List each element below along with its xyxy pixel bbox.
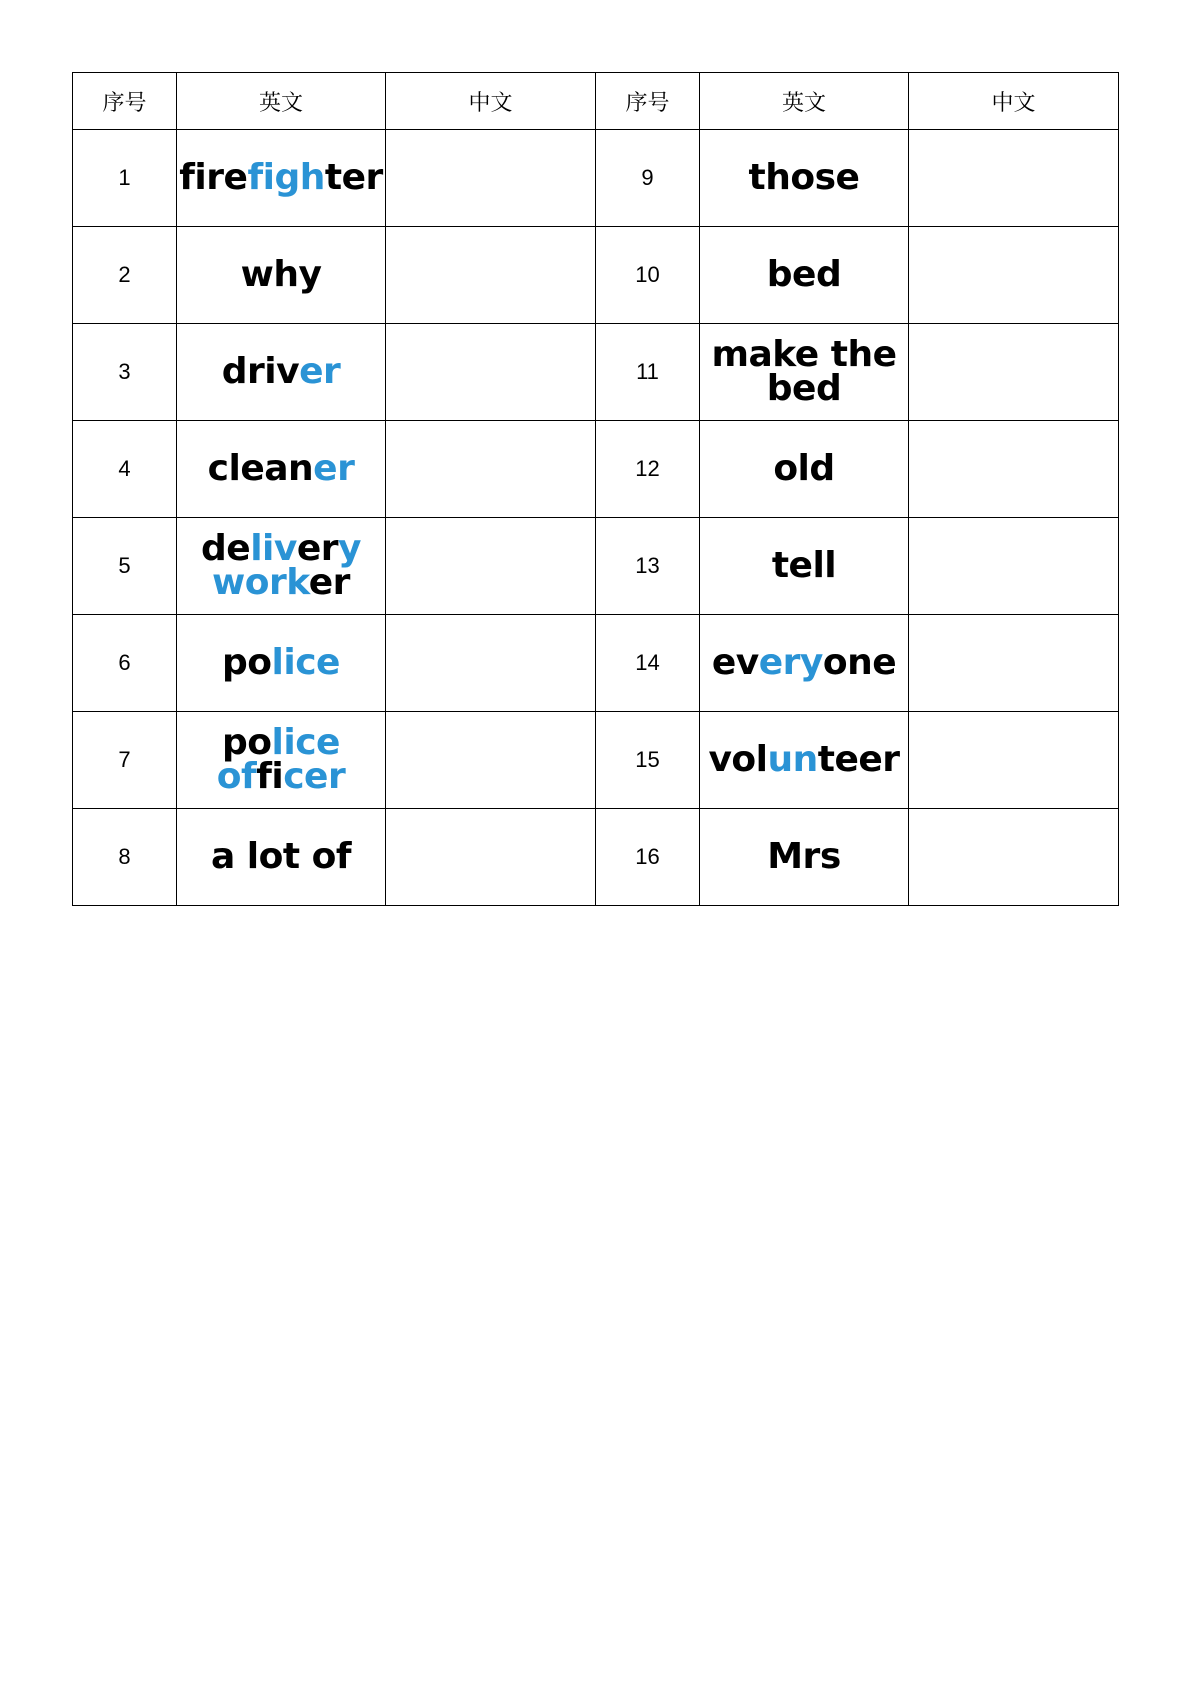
english-word (700, 712, 909, 809)
table-row (73, 518, 1119, 615)
word-segment: tell (771, 545, 837, 586)
word-segment: po (222, 722, 272, 763)
word-segment: er (341, 157, 383, 198)
word-segment: a lot of (210, 836, 352, 877)
chinese-answer-cell[interactable] (386, 809, 596, 906)
vocabulary-worksheet (72, 72, 1118, 906)
chinese-answer-cell[interactable] (909, 615, 1119, 712)
word-segment: y (338, 528, 361, 569)
table-row (73, 615, 1119, 712)
chinese-answer-cell[interactable] (386, 227, 596, 324)
word-segment: er (308, 562, 350, 603)
word-segment: er (313, 448, 355, 489)
header-right-english: 英文 (700, 73, 909, 130)
chinese-answer-cell[interactable] (386, 712, 596, 809)
english-word (177, 421, 386, 518)
word-segment: teer (817, 739, 900, 780)
word-segment: make the bed (711, 334, 897, 409)
word-segment: cer (283, 756, 346, 797)
item-number: 2 (73, 227, 177, 324)
english-word (700, 227, 909, 324)
table-row (73, 712, 1119, 809)
word-segment: those (748, 157, 860, 198)
chinese-answer-cell[interactable] (386, 421, 596, 518)
english-word (177, 130, 386, 227)
item-number: 3 (73, 324, 177, 421)
word-segment: t (324, 157, 342, 198)
chinese-answer-cell[interactable] (909, 518, 1119, 615)
table-header (73, 73, 1119, 130)
header-row (73, 73, 1119, 130)
item-number: 8 (73, 809, 177, 906)
word-segment: figh (247, 157, 325, 198)
item-number: 10 (596, 227, 700, 324)
item-number: 6 (73, 615, 177, 712)
word-segment: liv (250, 528, 297, 569)
word-segment: driv (221, 351, 300, 392)
vocabulary-table (72, 72, 1119, 906)
item-number: 16 (596, 809, 700, 906)
chinese-answer-cell[interactable] (909, 227, 1119, 324)
item-number: 9 (596, 130, 700, 227)
table-row (73, 809, 1119, 906)
english-word (700, 615, 909, 712)
chinese-answer-cell[interactable] (909, 130, 1119, 227)
english-word (177, 227, 386, 324)
header-right-chinese: 中文 (909, 73, 1119, 130)
chinese-answer-cell[interactable] (386, 615, 596, 712)
english-word (700, 809, 909, 906)
english-word (177, 712, 386, 809)
chinese-answer-cell[interactable] (386, 130, 596, 227)
english-word (177, 324, 386, 421)
table-row (73, 227, 1119, 324)
chinese-answer-cell[interactable] (909, 712, 1119, 809)
word-segment: old (773, 448, 835, 489)
word-segment: vol (708, 739, 768, 780)
english-word (700, 324, 909, 421)
english-word (177, 518, 386, 615)
word-segment: Mrs (767, 836, 841, 877)
english-word (700, 130, 909, 227)
item-number: 1 (73, 130, 177, 227)
header-left-chinese: 中文 (386, 73, 596, 130)
word-segment: po (222, 642, 272, 683)
word-segment: lice (271, 642, 340, 683)
chinese-answer-cell[interactable] (909, 324, 1119, 421)
table-row (73, 421, 1119, 518)
word-segment: de (201, 528, 251, 569)
chinese-answer-cell[interactable] (909, 421, 1119, 518)
chinese-answer-cell[interactable] (909, 809, 1119, 906)
item-number: 14 (596, 615, 700, 712)
english-word (700, 518, 909, 615)
header-left-number: 序号 (73, 73, 177, 130)
chinese-answer-cell[interactable] (386, 324, 596, 421)
word-segment: un (767, 739, 818, 780)
header-right-number: 序号 (596, 73, 700, 130)
word-segment: er (299, 351, 341, 392)
word-segment: fi (256, 756, 284, 797)
word-segment: clean (207, 448, 314, 489)
word-segment: fire (179, 157, 248, 198)
english-word (700, 421, 909, 518)
chinese-answer-cell[interactable] (386, 518, 596, 615)
table-body (73, 130, 1119, 906)
word-segment: er (296, 528, 339, 569)
word-segment: ery (758, 642, 823, 683)
word-segment: one (822, 642, 897, 683)
word-segment: bed (766, 254, 842, 295)
item-number: 7 (73, 712, 177, 809)
item-number: 12 (596, 421, 700, 518)
item-number: 11 (596, 324, 700, 421)
item-number: 15 (596, 712, 700, 809)
item-number: 5 (73, 518, 177, 615)
word-segment: why (240, 254, 322, 295)
item-number: 4 (73, 421, 177, 518)
english-word (177, 809, 386, 906)
word-segment: work (212, 562, 309, 603)
table-row (73, 324, 1119, 421)
item-number: 13 (596, 518, 700, 615)
table-row (73, 130, 1119, 227)
word-segment: ev (711, 642, 759, 683)
header-left-english: 英文 (177, 73, 386, 130)
word-segment: lice of (216, 722, 340, 797)
english-word (177, 615, 386, 712)
